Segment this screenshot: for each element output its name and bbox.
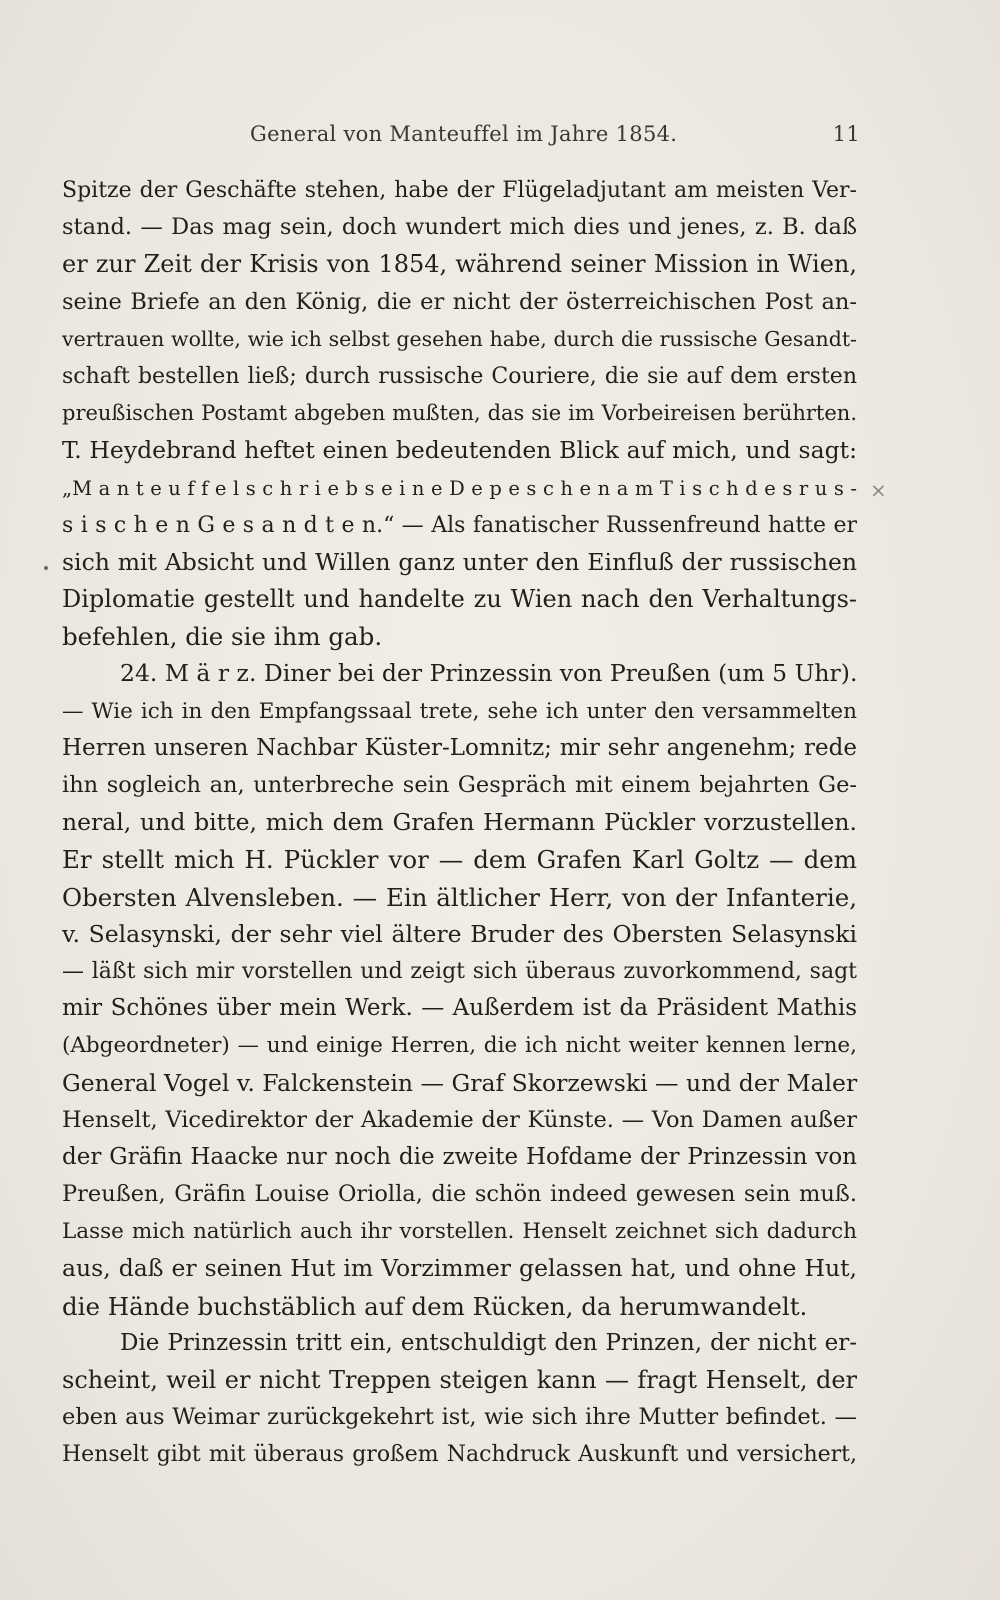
text-line: Herren unseren Nachbar Küster-Lomnitz; mir sehr angenehm; rede [62,734,857,761]
text-line: scheint, weil er nicht Treppen steigen kann — fragt Henselt, der [62,1366,857,1394]
text-line: die Hände buchstäblich auf dem Rücken, da herumwandelt. [62,1291,808,1321]
text-line: preußischen Postamt abgeben mußten, das sie im Vorbeireisen berührten. [62,401,857,426]
text-line: — läßt sich mir vorstellen und zeigt sich überaus zuvorkommend, sagt [62,958,857,984]
text-line: 24. M ä r z. Diner bei der Prinzessin von Preußen (um 5 Uhr). [120,659,858,688]
text-line: Henselt, Vicedirektor der Akademie der Künste. — Von Damen außer [62,1106,857,1133]
body-text [62,172,857,1474]
text-line: er zur Zeit der Krisis von 1854, während seiner Mission in Wien, [62,250,857,279]
text-line: — Wie ich in den Empfangssaal trete, sehe ich unter den versammelten [62,698,857,724]
text-line: Henselt gibt mit überaus großem Nachdruck Auskunft und versichert, [62,1442,857,1468]
text-line: mir Schönes über mein Werk. — Außerdem ist da Präsident Mathis [62,995,857,1022]
text-line: eben aus Weimar zurückgekehrt ist, wie sich ihre Mutter befindet. — [62,1404,857,1431]
text-line: schaft bestellen ließ; durch russische Couriere, die sie auf dem ersten [62,363,857,389]
text-line: v. Selasynski, der sehr viel ältere Bruder des Obersten Selasynski [62,919,857,948]
margin-mark: × [870,478,887,502]
text-line: der Gräfin Haacke nur noch die zweite Hofdame der Prinzessin von [62,1143,857,1170]
text-line: vertrauen wollte, wie ich selbst gesehen habe, durch die russische Gesandt- [62,326,857,351]
page-number: 11 [832,122,860,146]
text-line: s i s c h e n G e s a n d t e n.“ — Als fanatischer Russenfreund hatte er [62,512,857,538]
text-line: General Vogel v. Falckenstein — Graf Skorzewski — und der Maler [62,1068,858,1097]
text-line: seine Briefe an den König, die er nicht der österreichischen Post an- [62,288,857,315]
text-line: aus, daß er seinen Hut im Vorzimmer gelassen hat, und ohne Hut, [62,1254,857,1283]
ink-speck [44,566,48,570]
text-line: neral, und bitte, mich dem Grafen Hermann Pückler vorzustellen. [62,808,857,837]
text-line: Obersten Alvensleben. — Ein ältlicher Herr, von der Infanterie, [62,882,857,912]
text-line: Preußen, Gräfin Louise Oriolla, die schön indeed gewesen sein muß. [62,1181,857,1208]
text-line: Spitze der Geschäfte stehen, habe der Flügeladjutant am meisten Ver- [62,178,857,203]
text-line: befehlen, die sie ihm gab. [62,622,383,652]
text-line: Diplomatie gestellt und handelte zu Wien nach den Verhaltungs- [62,585,857,614]
text-line: (Abgeordneter) — und einige Herren, die ich nicht weiter kennen lerne, [62,1033,857,1059]
text-line: „M a n t e u f f e l s c h r i e b s e i n e D e p e s c h e n a m T i s c h d e s r u s - [62,476,857,500]
text-line: Lasse mich natürlich auch ihr vorstellen. Henselt zeichnet sich dadurch [62,1219,857,1245]
running-title: General von Manteuffel im Jahre 1854. [250,122,678,146]
text-line: stand. — Das mag sein, doch wundert mich dies und jenes, z. B. daß [62,214,857,241]
text-line: sich mit Absicht und Willen ganz unter den Einfluß der russischen [62,547,857,576]
text-line: ihn sogleich an, unterbreche sein Gespräch mit einem bejahrten Ge- [62,772,857,798]
text-line: Er stellt mich H. Pückler vor — dem Grafen Karl Goltz — dem [62,845,857,875]
page-header [250,122,860,156]
text-line: Die Prinzessin tritt ein, entschuldigt den Prinzen, der nicht er- [120,1329,857,1356]
text-line: T. Heydebrand heftet einen bedeutenden Blick auf mich, und sagt: [62,436,857,465]
